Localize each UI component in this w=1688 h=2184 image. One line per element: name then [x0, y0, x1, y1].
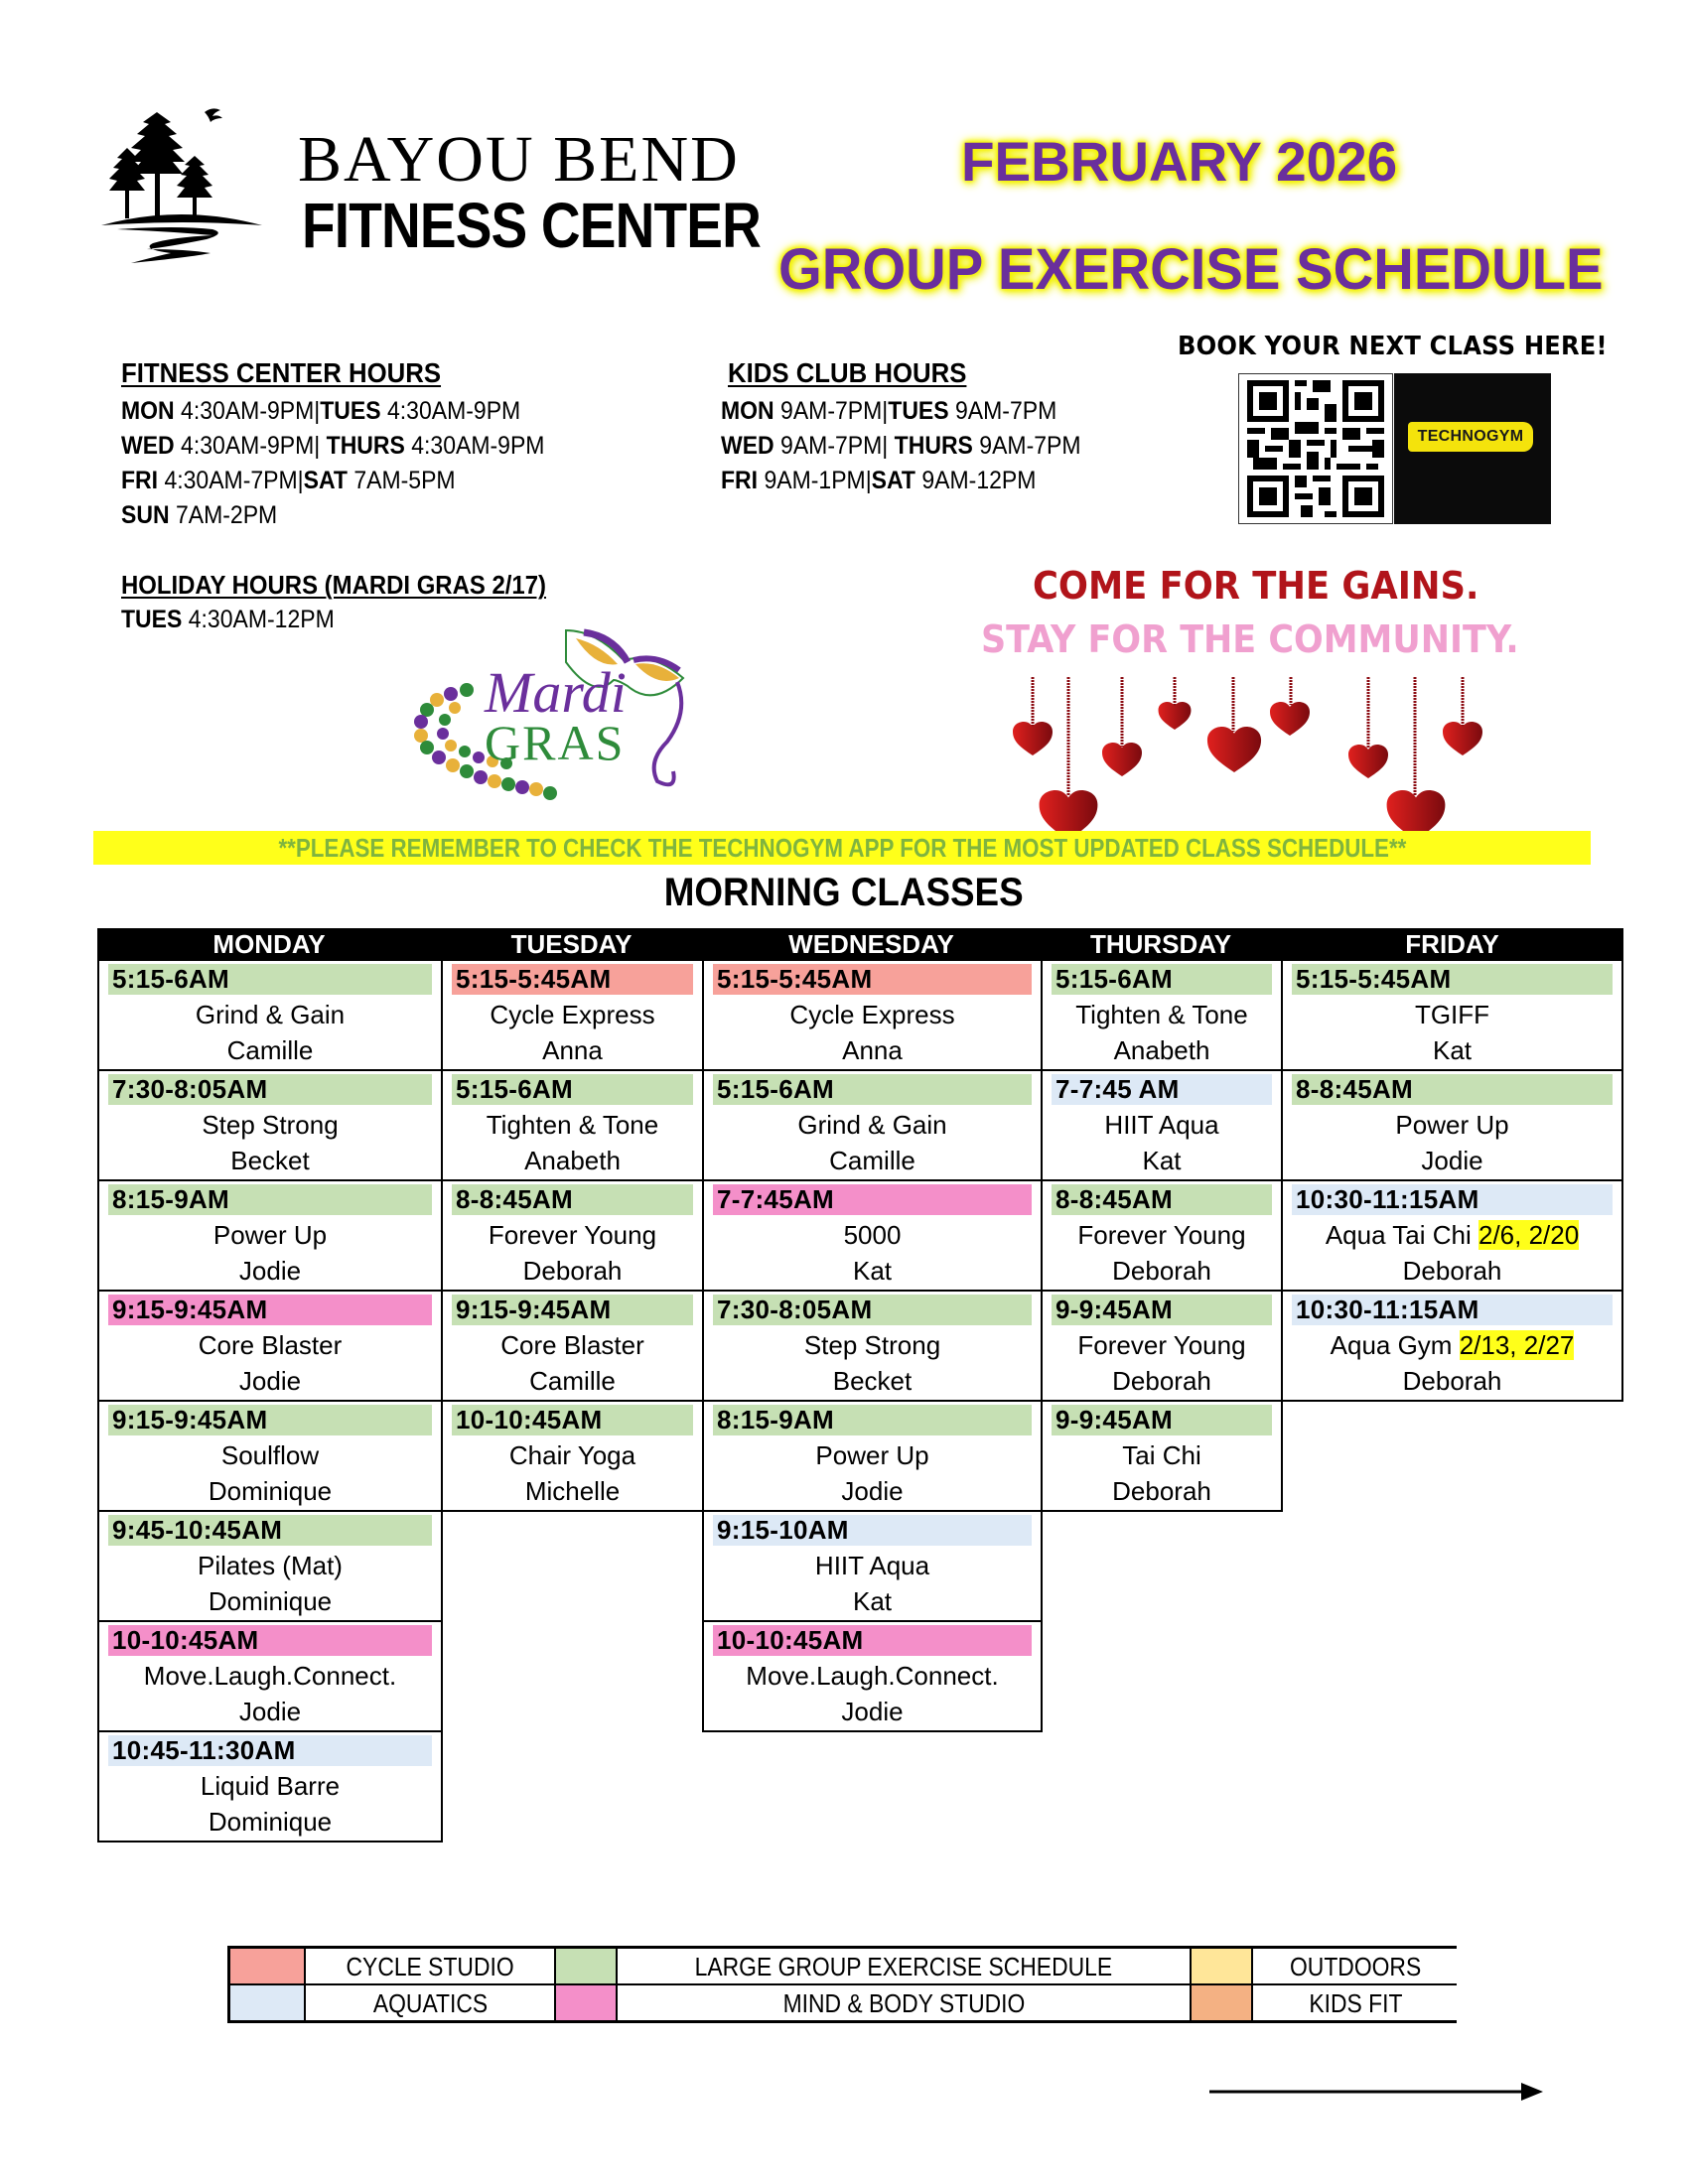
class-name-text: TGIFF: [1414, 1000, 1490, 1029]
class-instructor: Jodie: [841, 1476, 904, 1506]
color-legend: [227, 1946, 1457, 2023]
class-name-text: Forever Young: [1077, 1330, 1246, 1360]
class-instructor: Anna: [542, 1035, 603, 1065]
class-time: 10-10:45AM: [108, 1625, 432, 1656]
class-name: [443, 1327, 702, 1363]
class-cell[interactable]: [1281, 1181, 1623, 1292]
class-time: 8:15-9AM: [713, 1405, 1032, 1435]
class-name-text: Tighten & Tone: [1075, 1000, 1248, 1029]
legend-label-large-group: LARGE GROUP EXERCISE SCHEDULE: [618, 1949, 1190, 1983]
class-time: 7-7:45AM: [713, 1184, 1032, 1215]
svg-text:Mardi: Mardi: [485, 660, 627, 725]
brand-name-line2: FITNESS CENTER: [302, 190, 761, 261]
bayou-bend-logo-icon: [97, 104, 266, 263]
class-time: 10:30-11:15AM: [1292, 1184, 1613, 1215]
class-time: 8-8:45AM: [1052, 1184, 1272, 1215]
class-cell[interactable]: [441, 1071, 704, 1181]
class-name: [1043, 1217, 1281, 1253]
class-time: 7:30-8:05AM: [713, 1295, 1032, 1325]
class-cell[interactable]: [97, 1292, 443, 1402]
section-title: MORNING CLASSES: [664, 871, 1024, 914]
hours-line: TUES 4:30AM-12PM: [121, 606, 335, 633]
slogan-line1: COME FOR THE GAINS.: [1033, 564, 1479, 608]
class-instructor: Deborah: [522, 1256, 623, 1286]
schedule-title: GROUP EXERCISE SCHEDULE: [778, 237, 1604, 302]
class-name: [99, 1327, 441, 1363]
class-name: [704, 1107, 1041, 1143]
class-cell[interactable]: [702, 1512, 1043, 1622]
class-cell[interactable]: [1281, 961, 1623, 1071]
legend-swatch-aquatics: [230, 1985, 304, 2020]
hours-line: FRI 9AM-1PM|SAT 9AM-12PM: [721, 467, 1037, 494]
class-time: 5:15-6AM: [1052, 964, 1272, 995]
class-name-text: Cycle Express: [789, 1000, 955, 1029]
class-name-text: Grind & Gain: [797, 1110, 947, 1140]
class-instructor: Camille: [226, 1035, 314, 1065]
day-header-tuesday: TUESDAY: [441, 928, 702, 961]
class-time: 10-10:45AM: [452, 1405, 693, 1435]
class-name-text: Power Up: [1395, 1110, 1509, 1140]
class-instructor: Kat: [1142, 1146, 1182, 1175]
mardi-gras-mask-icon: [407, 620, 715, 804]
class-name: [443, 1107, 702, 1143]
class-name: [99, 1437, 441, 1473]
class-cell[interactable]: [1281, 1071, 1623, 1181]
legend-label-mind-body: MIND & BODY STUDIO: [618, 1985, 1190, 2020]
legend-swatch-large-group: [556, 1949, 616, 1983]
class-time: 9:15-10AM: [713, 1515, 1032, 1546]
class-cell[interactable]: [1041, 1402, 1283, 1512]
class-cell[interactable]: [441, 961, 704, 1071]
class-cell[interactable]: [702, 961, 1043, 1071]
class-time: 5:15-5:45AM: [713, 964, 1032, 995]
class-cell[interactable]: [97, 1402, 443, 1512]
class-name: [443, 1437, 702, 1473]
class-cell[interactable]: [1281, 1292, 1623, 1402]
schedule-table: [97, 928, 1623, 1846]
legend-label-kids-fit: KIDS FIT: [1253, 1985, 1458, 2020]
class-instructor: Kat: [852, 1256, 893, 1286]
fitness-center-hours-list: [121, 394, 582, 533]
class-cell[interactable]: [702, 1622, 1043, 1732]
class-time: 9-9:45AM: [1052, 1405, 1272, 1435]
class-name: [1043, 1107, 1281, 1143]
class-name: [443, 997, 702, 1032]
class-cell[interactable]: [441, 1181, 704, 1292]
class-name-text: 5000: [843, 1220, 902, 1250]
class-name-text: Move.Laugh.Connect.: [746, 1661, 999, 1691]
book-class-label: BOOK YOUR NEXT CLASS HERE!: [1178, 332, 1608, 361]
class-name: [99, 1217, 441, 1253]
class-name: [1283, 1217, 1621, 1253]
class-name-text: Tai Chi: [1122, 1440, 1201, 1470]
hanging-hearts-icon: [983, 677, 1559, 836]
class-time: 8-8:45AM: [1292, 1074, 1613, 1105]
class-name-text: Step Strong: [202, 1110, 339, 1140]
class-cell[interactable]: [702, 1071, 1043, 1181]
class-name: [99, 1658, 441, 1694]
next-page-arrow-icon[interactable]: [1209, 2081, 1543, 2103]
class-instructor: Deborah: [1402, 1256, 1502, 1286]
class-instructor: Dominique: [208, 1476, 333, 1506]
legend-label-cycle: CYCLE STUDIO: [306, 1949, 554, 1983]
legend-swatch-kids-fit: [1192, 1985, 1251, 2020]
legend-swatch-mind-body: [556, 1985, 616, 2020]
class-name: [99, 1548, 441, 1583]
class-instructor: Camille: [829, 1146, 915, 1175]
hours-line: WED 4:30AM-9PM| THURS 4:30AM-9PM: [121, 432, 545, 460]
class-time: 9:15-9:45AM: [452, 1295, 693, 1325]
class-name-text: Pilates (Mat): [198, 1551, 343, 1580]
technogym-logo: TECHNOGYM: [1408, 422, 1533, 452]
class-time: 9-9:45AM: [1052, 1295, 1272, 1325]
class-time: 5:15-5:45AM: [452, 964, 693, 995]
month-title: FEBRUARY 2026: [961, 130, 1398, 193]
class-instructor: Anna: [842, 1035, 903, 1065]
class-instructor: Jodie: [1421, 1146, 1483, 1175]
class-name-text: Aqua Tai Chi: [1325, 1220, 1478, 1250]
class-name: [99, 1107, 441, 1143]
class-instructor: Becket: [230, 1146, 310, 1175]
class-instructor: Deborah: [1112, 1476, 1211, 1506]
class-instructor: Anabeth: [1113, 1035, 1210, 1065]
class-name: [1283, 1327, 1621, 1363]
class-cell[interactable]: [1041, 961, 1283, 1071]
slogan-line2: STAY FOR THE COMMUNITY.: [981, 617, 1519, 661]
class-time: 9:15-9:45AM: [108, 1295, 432, 1325]
class-name-text: Aqua Gym: [1330, 1330, 1460, 1360]
class-time: 7-7:45 AM: [1052, 1074, 1272, 1105]
class-cell[interactable]: [702, 1402, 1043, 1512]
class-time: 5:15-5:45AM: [1292, 964, 1613, 995]
class-time: 5:15-6AM: [452, 1074, 693, 1105]
legend-swatch-cycle: [230, 1949, 304, 1983]
class-instructor: Deborah: [1112, 1366, 1211, 1396]
kids-club-hours-list: [721, 394, 1112, 498]
class-name-text: Power Up: [815, 1440, 929, 1470]
qr-code-pattern-icon: [1239, 374, 1392, 523]
class-cell[interactable]: [97, 1071, 443, 1181]
class-instructor: Deborah: [1112, 1256, 1211, 1286]
notice-banner-text: **PLEASE REMEMBER TO CHECK THE TECHNOGYM APP FOR THE MOST UPDATED CLASS SCHEDULE**: [278, 833, 1406, 863]
class-name-text: Move.Laugh.Connect.: [143, 1661, 397, 1691]
class-name-text: HIIT Aqua: [1104, 1110, 1219, 1140]
qr-code-icon[interactable]: [1238, 373, 1393, 524]
class-instructor: Kat: [852, 1586, 893, 1616]
class-cell[interactable]: [1041, 1292, 1283, 1402]
legend-label-outdoors: OUTDOORS: [1253, 1949, 1458, 1983]
class-time: 10-10:45AM: [713, 1625, 1032, 1656]
holiday-hours-heading: HOLIDAY HOURS (MARDI GRAS 2/17): [121, 570, 546, 600]
class-name: [1283, 1107, 1621, 1143]
class-time: 9:45-10:45AM: [108, 1515, 432, 1546]
class-cell[interactable]: [702, 1181, 1043, 1292]
svg-text:GRAS: GRAS: [485, 715, 626, 770]
class-name: [704, 1437, 1041, 1473]
class-instructor: Jodie: [238, 1697, 302, 1726]
class-dates-highlight: 2/13, 2/27: [1459, 1330, 1575, 1360]
class-name: [704, 997, 1041, 1032]
class-name: [1283, 997, 1621, 1032]
class-name-text: Forever Young: [488, 1220, 657, 1250]
hours-line: FRI 4:30AM-7PM|SAT 7AM-5PM: [121, 467, 456, 494]
class-time: 10:30-11:15AM: [1292, 1295, 1613, 1325]
class-name-text: Power Up: [212, 1220, 328, 1250]
day-header-thursday: THURSDAY: [1041, 928, 1281, 961]
class-instructor: Kat: [1432, 1035, 1473, 1065]
holiday-hours-list: [121, 603, 352, 637]
hours-line: SUN 7AM-2PM: [121, 501, 278, 529]
class-cell[interactable]: [1041, 1071, 1283, 1181]
class-cell[interactable]: [441, 1292, 704, 1402]
class-cell[interactable]: [702, 1292, 1043, 1402]
class-name: [704, 1658, 1041, 1694]
class-instructor: Jodie: [238, 1366, 302, 1396]
class-dates-highlight: 2/6, 2/20: [1477, 1220, 1580, 1250]
class-instructor: Michelle: [524, 1476, 621, 1506]
day-header-friday: FRIDAY: [1281, 928, 1623, 961]
legend-label-aquatics: AQUATICS: [306, 1985, 554, 2020]
class-name-text: Core Blaster: [500, 1330, 644, 1360]
hours-line: MON 4:30AM-9PM|TUES 4:30AM-9PM: [121, 397, 521, 425]
day-header-monday: MONDAY: [97, 928, 441, 961]
class-name: [99, 997, 441, 1032]
class-name: [704, 1327, 1041, 1363]
class-instructor: Deborah: [1402, 1366, 1502, 1396]
class-cell[interactable]: [97, 1732, 443, 1843]
class-name-text: Forever Young: [1077, 1220, 1246, 1250]
class-name-text: Chair Yoga: [508, 1440, 636, 1470]
class-name: [1043, 1437, 1281, 1473]
class-name-text: Step Strong: [803, 1330, 941, 1360]
class-instructor: Camille: [529, 1366, 616, 1396]
class-instructor: Jodie: [841, 1697, 904, 1726]
class-time: 8-8:45AM: [452, 1184, 693, 1215]
class-cell[interactable]: [441, 1402, 704, 1512]
fitness-center-hours-heading: FITNESS CENTER HOURS: [121, 357, 442, 388]
class-time: 8:15-9AM: [108, 1184, 432, 1215]
brand-name-line1: BAYOU BEND: [298, 123, 740, 196]
class-time: 5:15-6AM: [713, 1074, 1032, 1105]
class-time: 9:15-9:45AM: [108, 1405, 432, 1435]
class-cell[interactable]: [97, 1181, 443, 1292]
class-instructor: Dominique: [208, 1586, 333, 1616]
class-name-text: Soulflow: [220, 1440, 320, 1470]
class-name-text: HIIT Aqua: [814, 1551, 930, 1580]
class-time: 7:30-8:05AM: [108, 1074, 432, 1105]
class-instructor: Jodie: [238, 1256, 302, 1286]
class-name-text: Core Blaster: [198, 1330, 343, 1360]
kids-club-hours-heading: KIDS CLUB HOURS: [728, 357, 967, 388]
class-cell[interactable]: [97, 1512, 443, 1622]
class-name-text: Grind & Gain: [195, 1000, 346, 1029]
class-name: [99, 1768, 441, 1804]
class-name: [1043, 1327, 1281, 1363]
day-header-wednesday: WEDNESDAY: [702, 928, 1041, 961]
hours-line: WED 9AM-7PM| THURS 9AM-7PM: [721, 432, 1081, 460]
class-cell[interactable]: [1041, 1181, 1283, 1292]
hours-line: MON 9AM-7PM|TUES 9AM-7PM: [721, 397, 1057, 425]
class-name: [1043, 997, 1281, 1032]
class-instructor: Anabeth: [524, 1146, 621, 1175]
class-instructor: Becket: [832, 1366, 913, 1396]
class-cell[interactable]: [97, 961, 443, 1071]
class-name-text: Liquid Barre: [200, 1771, 341, 1801]
class-name: [704, 1217, 1041, 1253]
class-time: 10:45-11:30AM: [108, 1735, 432, 1766]
class-instructor: Dominique: [208, 1807, 333, 1837]
class-name-text: Cycle Express: [490, 1000, 655, 1029]
class-name: [704, 1548, 1041, 1583]
class-name: [443, 1217, 702, 1253]
legend-swatch-outdoors: [1192, 1949, 1251, 1983]
class-cell[interactable]: [97, 1622, 443, 1732]
class-name-text: Tighten & Tone: [486, 1110, 659, 1140]
class-time: 5:15-6AM: [108, 964, 432, 995]
